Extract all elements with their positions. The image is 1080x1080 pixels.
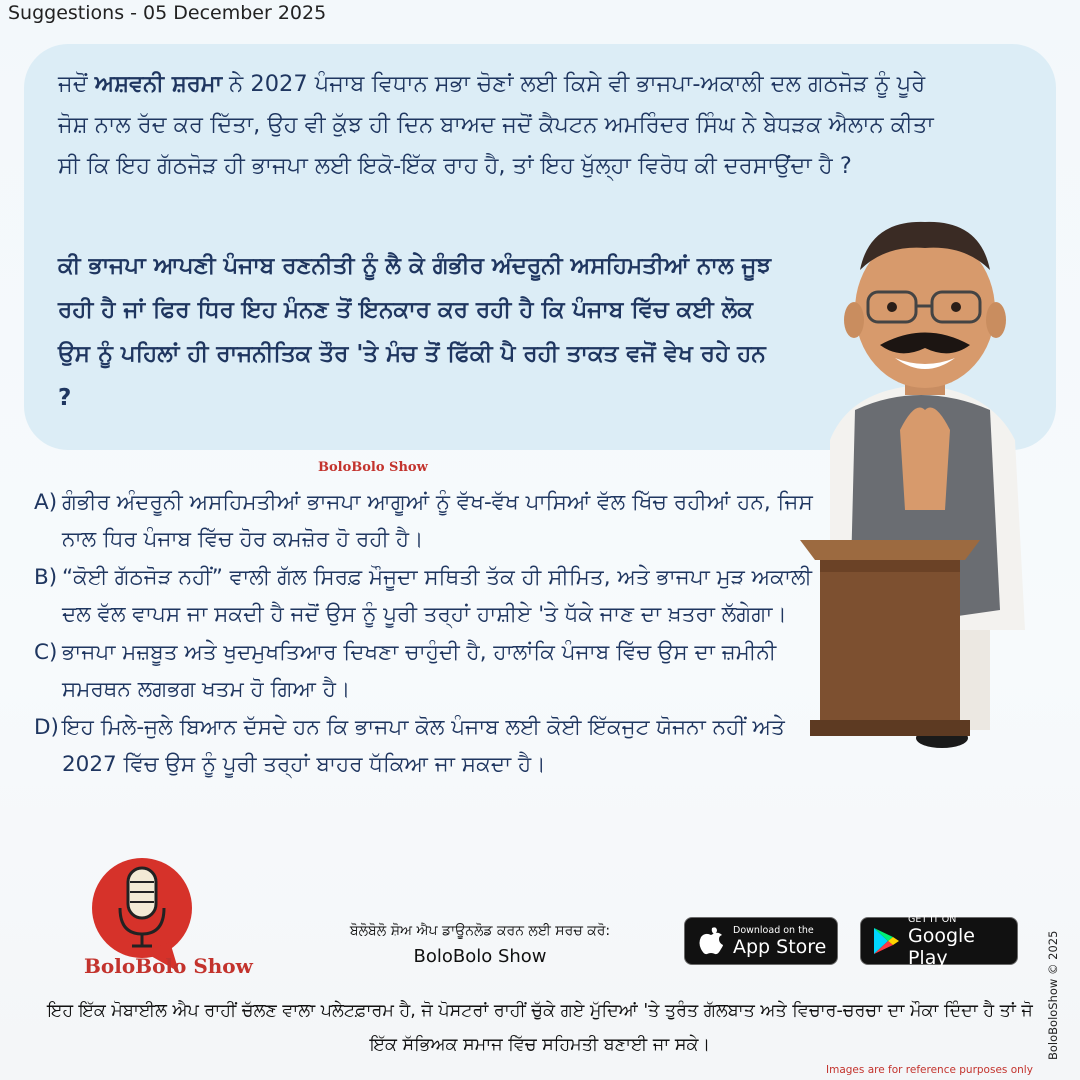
google-play-small-text: GET IT ON (907, 913, 957, 925)
question-paragraph-2: ਕੀ ਭਾਜਪਾ ਆਪਣੀ ਪੰਜਾਬ ਰਣਨੀਤੀ ਨੂੰ ਲੈ ਕੇ ਗੰਭੀਰ ਅੰਦਰੂਨੀ ਅਸਹਿਮਤੀਆਂ ਨਾਲ ਜੂਝ ਰਹੀ ਹੈ ਜਾਂ ਫਿਰ ਧਿਰ ਇਹ ਮੰਨਣ ਤੋਂ ਇਨਕਾਰ ਕਰ ਰਹੀ ਹੈ ਕਿ ਪੰਜਾਬ ਵਿੱਚ ਕਈ ਲੋਕ ਉਸ ਨੂੰ ਪਹਿਲਾਂ ਹੀ ਰਾਜਨੀਤਿਕ ਤੌਰ 'ਤੇ ਮੰਚ ਤੋਂ ਫਿੱਕੀ ਪੈ ਰਹੀ ਤਾਕਤ ਵਜੋਂ ਵੇਖ ਰਹੇ ਹਨ ? (58, 253, 772, 411)
option-d[interactable] (34, 709, 824, 783)
option-letter: A) (34, 490, 58, 515)
question-prefix: ਜਦੋਂ (58, 71, 95, 97)
option-a[interactable] (34, 484, 824, 558)
app-store-label: App Store (733, 935, 827, 958)
option-letter: D) (34, 715, 59, 740)
option-b[interactable] (34, 559, 824, 633)
politician-illustration (790, 210, 1050, 770)
footer-description: ਇਹ ਇੱਕ ਮੋਬਾਈਲ ਐਪ ਰਾਹੀਂ ਚੱਲਣ ਵਾਲਾ ਪਲੇਟਫ਼ਾਰਮ ਹੈ, ਜੋ ਪੋਸਟਰਾਂ ਰਾਹੀਂ ਚੁੱਕੇ ਗਏ ਮੁੱਦਿਆਂ 'ਤੇ ਤੁਰੰਤ ਗੱਲਬਾਤ ਅਤੇ ਵਿਚਾਰ-ਚਰਚਾ ਦਾ ਮੌਕਾ ਦਿੰਦਾ ਹੈ ਤਾਂ ਜੋ ਇੱਕ ਸੱਭਿਅਕ ਸਮਾਜ ਵਿੱਚ ਸਹਿਮਤੀ ਬਣਾਈ ਜਾ ਸਕੇ। (47, 1001, 1033, 1055)
app-search-prompt (300, 918, 660, 970)
app-store-small-text: Download on the (733, 924, 814, 936)
question-rest: ਨੇ 2027 ਪੰਜਾਬ ਵਿਧਾਨ ਸਭਾ ਚੋਣਾਂ ਲਈ ਕਿਸੇ ਵੀ ਭਾਜਪਾ-ਅਕਾਲੀ ਦਲ ਗਠਜੋੜ ਨੂੰ ਪੂਰੇ ਜੋਸ਼ ਨਾਲ ਰੱਦ ਕਰ ਦਿੱਤਾ, ਉਹ ਵੀ ਕੁੱਝ ਹੀ ਦਿਨ ਬਾਅਦ ਜਦੋਂ ਕੈਪਟਨ ਅਮਰਿੰਦਰ ਸਿੰਘ ਨੇ ਬੇਧੜਕ ਐਲਾਨ ਕੀਤਾ ਸੀ ਕਿ ਇਹ ਗੱਠਜੋੜ ਹੀ ਭਾਜਪਾ ਲਈ ਇਕੋ-ਇੱਕ ਰਾਹ ਹੈ, ਤਾਂ ਇਹ ਖੁੱਲ੍ਹਾ ਵਿਰੋਧ ਕੀ ਦਰਸਾਉਂਦਾ ਹੈ ? (58, 71, 934, 179)
copyright-text: BoloBoloShow © 2025 (1046, 930, 1060, 1060)
highlighted-name: ਅਸ਼ਵਨੀ ਸ਼ਰਮਾ (94, 71, 223, 97)
google-play-icon (871, 926, 902, 956)
option-text: ਗੰਭੀਰ ਅੰਦਰੂਨੀ ਅਸਹਿਮਤੀਆਂ ਭਾਜਪਾ ਆਗੂਆਂ ਨੂੰ ਵੱਖ-ਵੱਖ ਪਾਸਿਆਂ ਵੱਲ ਖਿੱਚ ਰਹੀਆਂ ਹਨ, ਜਿਸ ਨਾਲ ਧਿਰ ਪੰਜਾਬ ਵਿੱਚ ਹੋਰ ਕਮਜ਼ੋਰ ਹੋ ਰਹੀ ਹੈ। (62, 490, 813, 552)
option-text: “ਕੋਈ ਗੱਠਜੋੜ ਨਹੀਂ” ਵਾਲੀ ਗੱਲ ਸਿਰਫ਼ ਮੌਜੂਦਾ ਸਥਿਤੀ ਤੱਕ ਹੀ ਸੀਮਿਤ, ਅਤੇ ਭਾਜਪਾ ਮੁੜ ਅਕਾਲੀ ਦਲ ਵੱਲ ਵਾਪਸ ਜਾ ਸਕਦੀ ਹੈ ਜਦੋਂ ਉਸ ਨੂੰ ਪੂਰੀ ਤਰ੍ਹਾਂ ਹਾਸ਼ੀਏ 'ਤੇ ਧੱਕੇ ਜਾਣ ਦਾ ਖ਼ਤਰਾ ਲੱਗੇਗਾ। (62, 565, 812, 627)
disclaimer-text: Images are for reference purposes only (826, 1064, 1033, 1076)
brand-name: BoloBolo Show (84, 954, 253, 978)
option-text: ਇਹ ਮਿਲੇ-ਜੁਲੇ ਬਿਆਨ ਦੱਸਦੇ ਹਨ ਕਿ ਭਾਜਪਾ ਕੋਲ ਪੰਜਾਬ ਲਈ ਕੋਈ ਇੱਕਜੁਟ ਯੋਜਨਾ ਨਹੀਂ ਅਤੇ 2027 ਵਿੱਚ ਉਸ ਨੂੰ ਪੂਰੀ ਤਰ੍ਹਾਂ ਬਾਹਰ ਧੱਕਿਆ ਜਾ ਸਕਦਾ ਹੈ। (62, 715, 785, 777)
google-play-label: Google Play (907, 924, 975, 969)
app-search-name: BoloBolo Show (413, 946, 547, 967)
option-c[interactable] (34, 634, 824, 708)
option-text: ਭਾਜਪਾ ਮਜ਼ਬੂਤ ਅਤੇ ਖੁਦਮੁਖਤਿਆਰ ਦਿਖਣਾ ਚਾਹੁੰਦੀ ਹੈ, ਹਾਲਾਂਕਿ ਪੰਜਾਬ ਵਿੱਚ ਉਸ ਦਾ ਜ਼ਮੀਨੀ ਸਮਰਥਨ ਲਗਭਗ ਖਤਮ ਹੋ ਗਿਆ ਹੈ। (62, 640, 777, 702)
app-store-button[interactable] (684, 917, 838, 965)
option-letter: B) (34, 565, 58, 590)
watermark: BoloBolo Show (318, 460, 428, 475)
search-instruction: ਬੋਲੋਬੋਲੋ ਸ਼ੋਅ ਐਪ ਡਾਊਨਲੋਡ ਕਰਨ ਲਈ ਸਰਚ ਕਰੋ: (349, 923, 611, 939)
answer-options (34, 484, 824, 784)
question-paragraph-1 (58, 64, 958, 187)
option-letter: C) (34, 640, 58, 665)
header-date: Suggestions - 05 December 2025 (8, 2, 327, 24)
apple-icon (695, 926, 727, 956)
google-play-button[interactable] (860, 913, 1018, 969)
